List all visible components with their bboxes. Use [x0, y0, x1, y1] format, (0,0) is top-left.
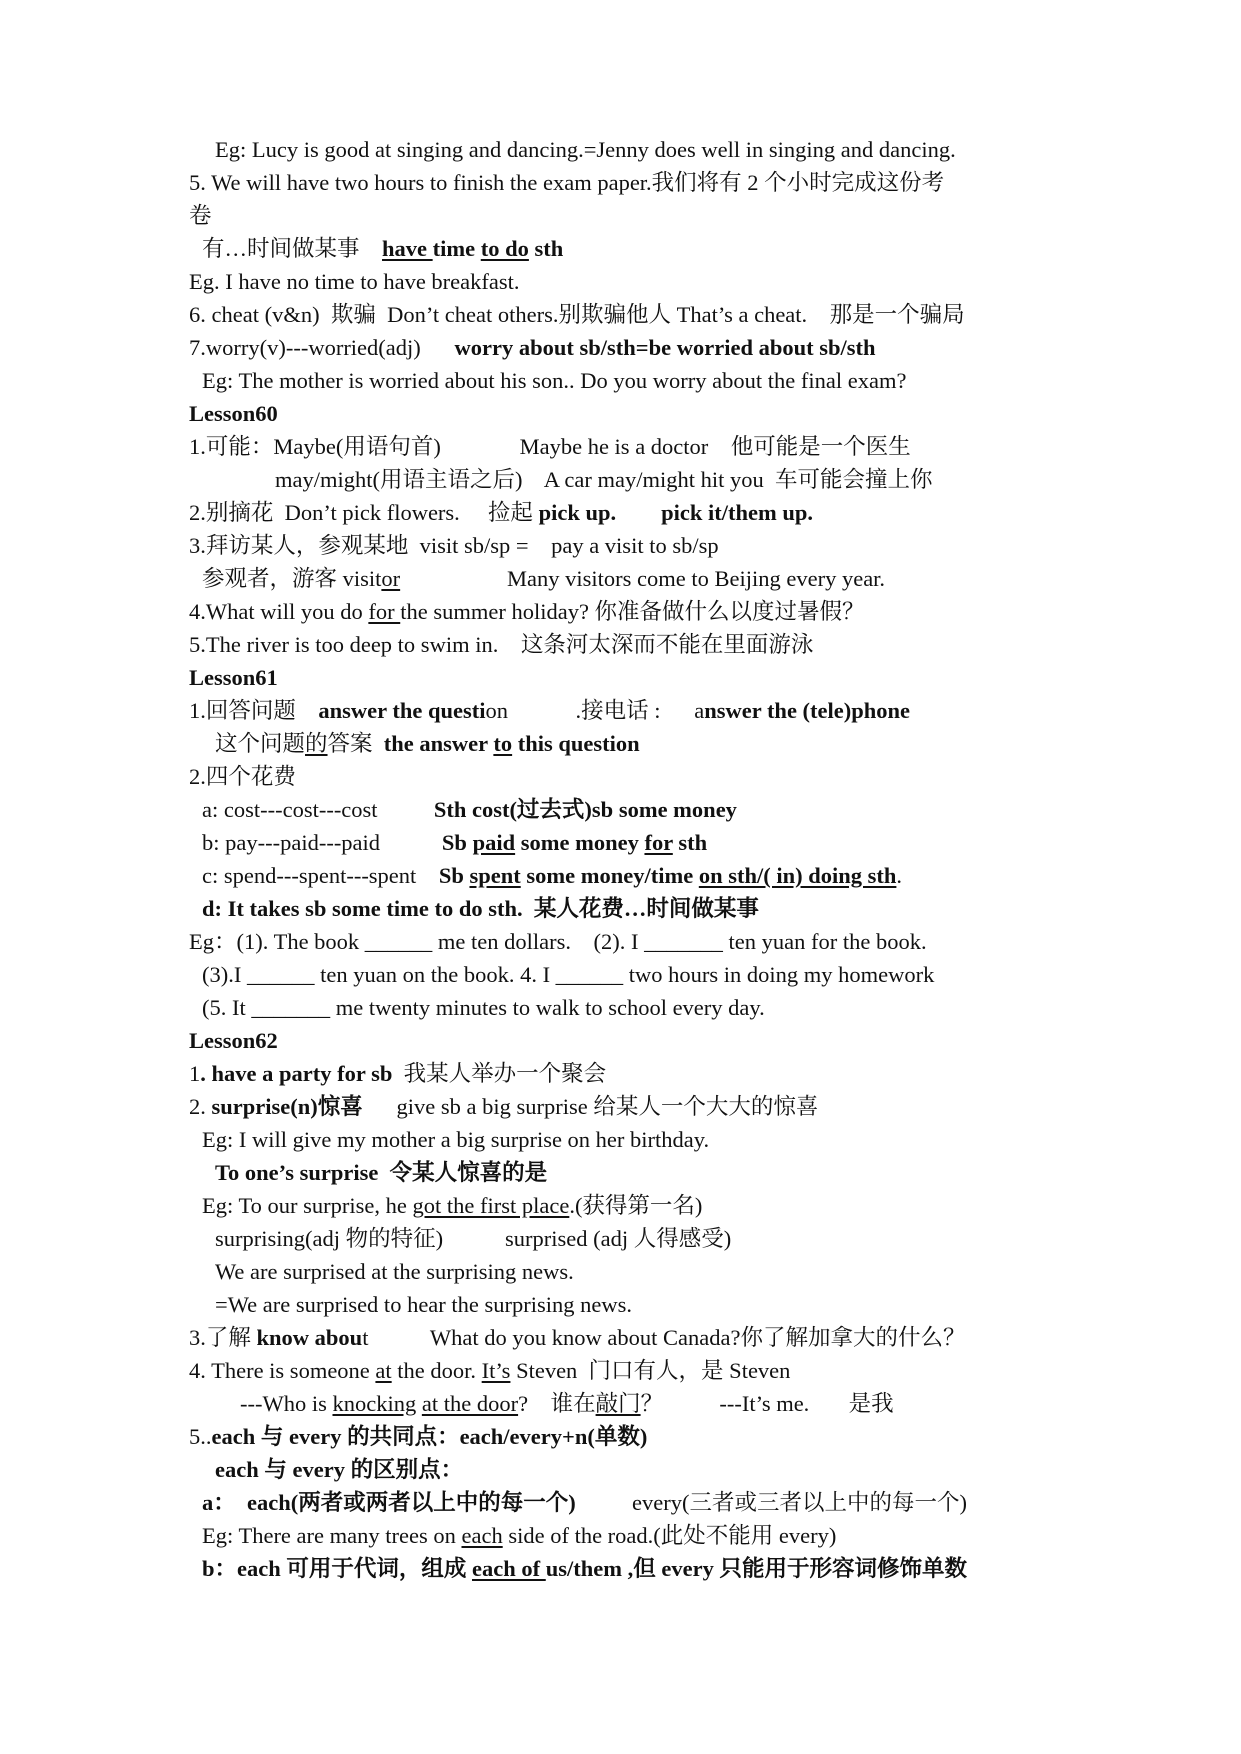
text-line: [0, 629, 1241, 661]
text-segment: on .接电话 : a: [485, 698, 705, 723]
text-line: [0, 398, 1241, 430]
text-segment: for: [644, 830, 673, 855]
text-segment: c: spend---spent---spent: [202, 863, 439, 888]
text-line: [0, 1058, 1241, 1090]
text-line: [0, 959, 1241, 991]
text-segment: at the door: [421, 1391, 519, 1416]
text-segment: 1.可能：Maybe(用语句首) Maybe he is a doctor 他可能是一个医生: [189, 434, 911, 459]
text-line: [0, 926, 1241, 958]
text-segment: 4.What will you do: [189, 599, 369, 624]
text-segment: ? 谁在: [518, 1391, 596, 1416]
text-segment: =We are surprised to hear the surprising news.: [215, 1292, 633, 1317]
text-line: [0, 1157, 1241, 1189]
text-segment: Steven 门口有人，是 Steven: [510, 1358, 791, 1383]
text-segment: each of: [472, 1556, 546, 1581]
text-segment: Lesson60: [189, 401, 278, 426]
text-segment: ---Who is: [240, 1391, 333, 1416]
text-segment: 答案: [327, 731, 384, 756]
text-segment: to do: [480, 236, 529, 261]
text-line: [0, 1553, 1241, 1585]
text-line: [0, 563, 1241, 595]
text-segment: to: [493, 731, 513, 756]
text-segment: pick it/them up.: [661, 500, 814, 525]
text-line: [0, 1322, 1241, 1354]
text-line: [0, 1190, 1241, 1222]
text-segment: 1.回答问题: [189, 698, 319, 723]
text-segment: Lesson62: [189, 1028, 278, 1053]
text-segment: each 与 every 的区别点：: [215, 1457, 464, 1482]
text-segment: It’s: [481, 1358, 511, 1383]
text-segment: paid: [472, 830, 516, 855]
text-line: [0, 497, 1241, 529]
text-line: [0, 1355, 1241, 1387]
text-segment: Eg: There are many trees on: [202, 1523, 462, 1548]
text-line: [0, 365, 1241, 397]
text-segment: .(获得第一名): [569, 1193, 703, 1218]
text-segment: 2.: [189, 1094, 212, 1119]
text-line: [0, 464, 1241, 496]
text-segment: 参观者，游客 visit: [202, 566, 382, 591]
text-segment: 敲门: [595, 1391, 641, 1416]
text-segment: (3).I ______ ten yuan on the book. 4. I ______ two hours in doing my homework: [202, 962, 935, 987]
text-segment: on sth/( in) doing sth: [698, 863, 897, 888]
text-line: [0, 1223, 1241, 1255]
text-segment: the answer: [383, 731, 494, 756]
text-line: [0, 266, 1241, 298]
text-segment: 的: [305, 731, 328, 756]
text-segment: Many visitors come to Beijing every year.: [400, 566, 886, 591]
text-line: [0, 827, 1241, 859]
text-segment: a: cost---cost---cost: [202, 797, 434, 822]
text-segment: surprise(n)惊喜: [211, 1094, 363, 1119]
text-segment: Sb: [438, 863, 470, 888]
text-segment: Eg: Lucy is good at singing and dancing.=Jenny does well in singing and dancing.: [215, 137, 956, 162]
text-line: [0, 662, 1241, 694]
text-line: [0, 1421, 1241, 1453]
text-segment: b：each 可用于代词，组成: [202, 1556, 473, 1581]
text-line: [0, 1025, 1241, 1057]
text-line: [0, 761, 1241, 793]
text-line: [0, 1256, 1241, 1288]
text-segment: To one’s surprise 令某人惊喜的是: [215, 1160, 548, 1185]
text-segment: 2.四个花费: [189, 764, 296, 789]
text-segment: (5. It _______ me twenty minutes to walk to school every day.: [202, 995, 765, 1020]
text-segment: knocking: [332, 1391, 417, 1416]
text-line: [0, 1388, 1241, 1420]
text-segment: 5. We will have two hours to finish the exam paper.我们将有 2 个小时完成这份考: [189, 170, 945, 195]
text-line: [0, 1124, 1241, 1156]
text-segment: side of the road.(此处不能用 every): [502, 1523, 837, 1548]
text-segment: a： each(两者或两者以上中的每一个): [202, 1490, 576, 1515]
text-segment: 2.别摘花 Don’t pick flowers. 捡起: [189, 500, 539, 525]
text-segment: each 与 every 的共同点：each/every+n(单数): [211, 1424, 648, 1449]
text-line: [0, 992, 1241, 1024]
text-line: [0, 1520, 1241, 1552]
text-segment: Lesson61: [189, 665, 278, 690]
text-segment: . have a party for sb: [200, 1061, 393, 1086]
text-line: [0, 332, 1241, 364]
text-segment: for: [368, 599, 401, 624]
text-segment: time: [432, 236, 481, 261]
text-segment: 我某人举办一个聚会: [392, 1061, 607, 1086]
text-segment: 6. cheat (v&n) 欺骗 Don’t cheat others.别欺骗他人 That’s a cheat. 那是一个骗局: [189, 302, 965, 327]
text-segment: worry about sb/sth=be worried about sb/sth: [454, 335, 876, 360]
text-segment: 4. There is someone: [189, 1358, 376, 1383]
text-segment: [616, 500, 661, 525]
text-segment: Eg：(1). The book ______ me ten dollars. (2). I _______ ten yuan for the book.: [189, 929, 927, 954]
text-segment: may/might(用语主语之后) A car may/might hit you 车可能会撞上你: [275, 467, 933, 492]
text-segment: We are surprised at the surprising news.: [215, 1259, 574, 1284]
text-segment: d: It takes sb some time to do sth. 某人花费…时间做某事: [202, 896, 759, 921]
text-segment: each: [461, 1523, 503, 1548]
text-segment: sth: [672, 830, 708, 855]
text-segment: got the first place: [412, 1193, 570, 1218]
text-segment: 3.拜访某人，参观某地 visit sb/sp = pay a visit to sb/sp: [189, 533, 719, 558]
text-segment: nswer the (tele)phone: [704, 698, 911, 723]
text-segment: 1: [189, 1061, 201, 1086]
text-segment: 有…时间做某事: [202, 236, 383, 261]
text-line: [0, 431, 1241, 463]
text-segment: some money/time: [520, 863, 699, 888]
text-segment: pick up.: [538, 500, 617, 525]
text-segment: give sb a big surprise 给某人一个大大的惊喜: [362, 1094, 819, 1119]
text-segment: us/them ,但 every 只能用于形容词修饰单数: [545, 1556, 967, 1581]
text-segment: this question: [512, 731, 640, 756]
text-segment: 5..: [189, 1424, 212, 1449]
text-line: [0, 695, 1241, 727]
text-segment: Eg: I will give my mother a big surprise on her birthday.: [202, 1127, 710, 1152]
text-line: [0, 299, 1241, 331]
text-line: [0, 134, 1241, 166]
text-line: [0, 728, 1241, 760]
text-line: [0, 167, 1241, 199]
text-segment: Sth cost(过去式)sb some money: [433, 797, 737, 822]
text-line: [0, 1091, 1241, 1123]
text-line: [0, 794, 1241, 826]
text-line: [0, 860, 1241, 892]
text-segment: 卷: [189, 203, 212, 228]
text-segment: at: [375, 1358, 392, 1383]
text-segment: Sb: [441, 830, 473, 855]
text-segment: every(三者或三者以上中的每一个): [575, 1490, 967, 1515]
text-segment: b: pay---paid---paid: [202, 830, 442, 855]
text-segment: ？ ---It’s me. 是我: [640, 1391, 894, 1416]
text-segment: have: [382, 236, 433, 261]
text-line: [0, 1454, 1241, 1486]
text-segment: surprising(adj 物的特征) surprised (adj 人得感受): [215, 1226, 732, 1251]
text-line: [0, 893, 1241, 925]
text-segment: some money: [515, 830, 645, 855]
text-segment: Eg: To our surprise, he: [202, 1193, 413, 1218]
text-segment: or: [381, 566, 401, 591]
text-segment: t What do you know about Canada?你了解加拿大的什么？: [362, 1325, 966, 1350]
text-segment: know abou: [256, 1325, 363, 1350]
text-segment: sth: [528, 236, 564, 261]
text-segment: 3.了解: [189, 1325, 257, 1350]
text-segment: the summer holiday? 你准备做什么以度过暑假？: [400, 599, 865, 624]
text-segment: the door.: [391, 1358, 482, 1383]
text-segment: 5.The river is too deep to swim in. 这条河太深而不能在里面游泳: [189, 632, 814, 657]
text-segment: spent: [469, 863, 521, 888]
text-segment: .: [896, 863, 903, 888]
text-segment: answer the questi: [318, 698, 486, 723]
text-line: [0, 596, 1241, 628]
text-segment: 这个问题: [215, 731, 306, 756]
text-line: [0, 1487, 1241, 1519]
text-line: [0, 233, 1241, 265]
text-segment: 7.worry(v)---worried(adj): [189, 335, 455, 360]
text-line: [0, 1289, 1241, 1321]
text-line: [0, 200, 1241, 232]
text-segment: Eg: The mother is worried about his son.. Do you worry about the final exam?: [202, 368, 907, 393]
text-line: [0, 530, 1241, 562]
text-segment: Eg. I have no time to have breakfast.: [189, 269, 520, 294]
